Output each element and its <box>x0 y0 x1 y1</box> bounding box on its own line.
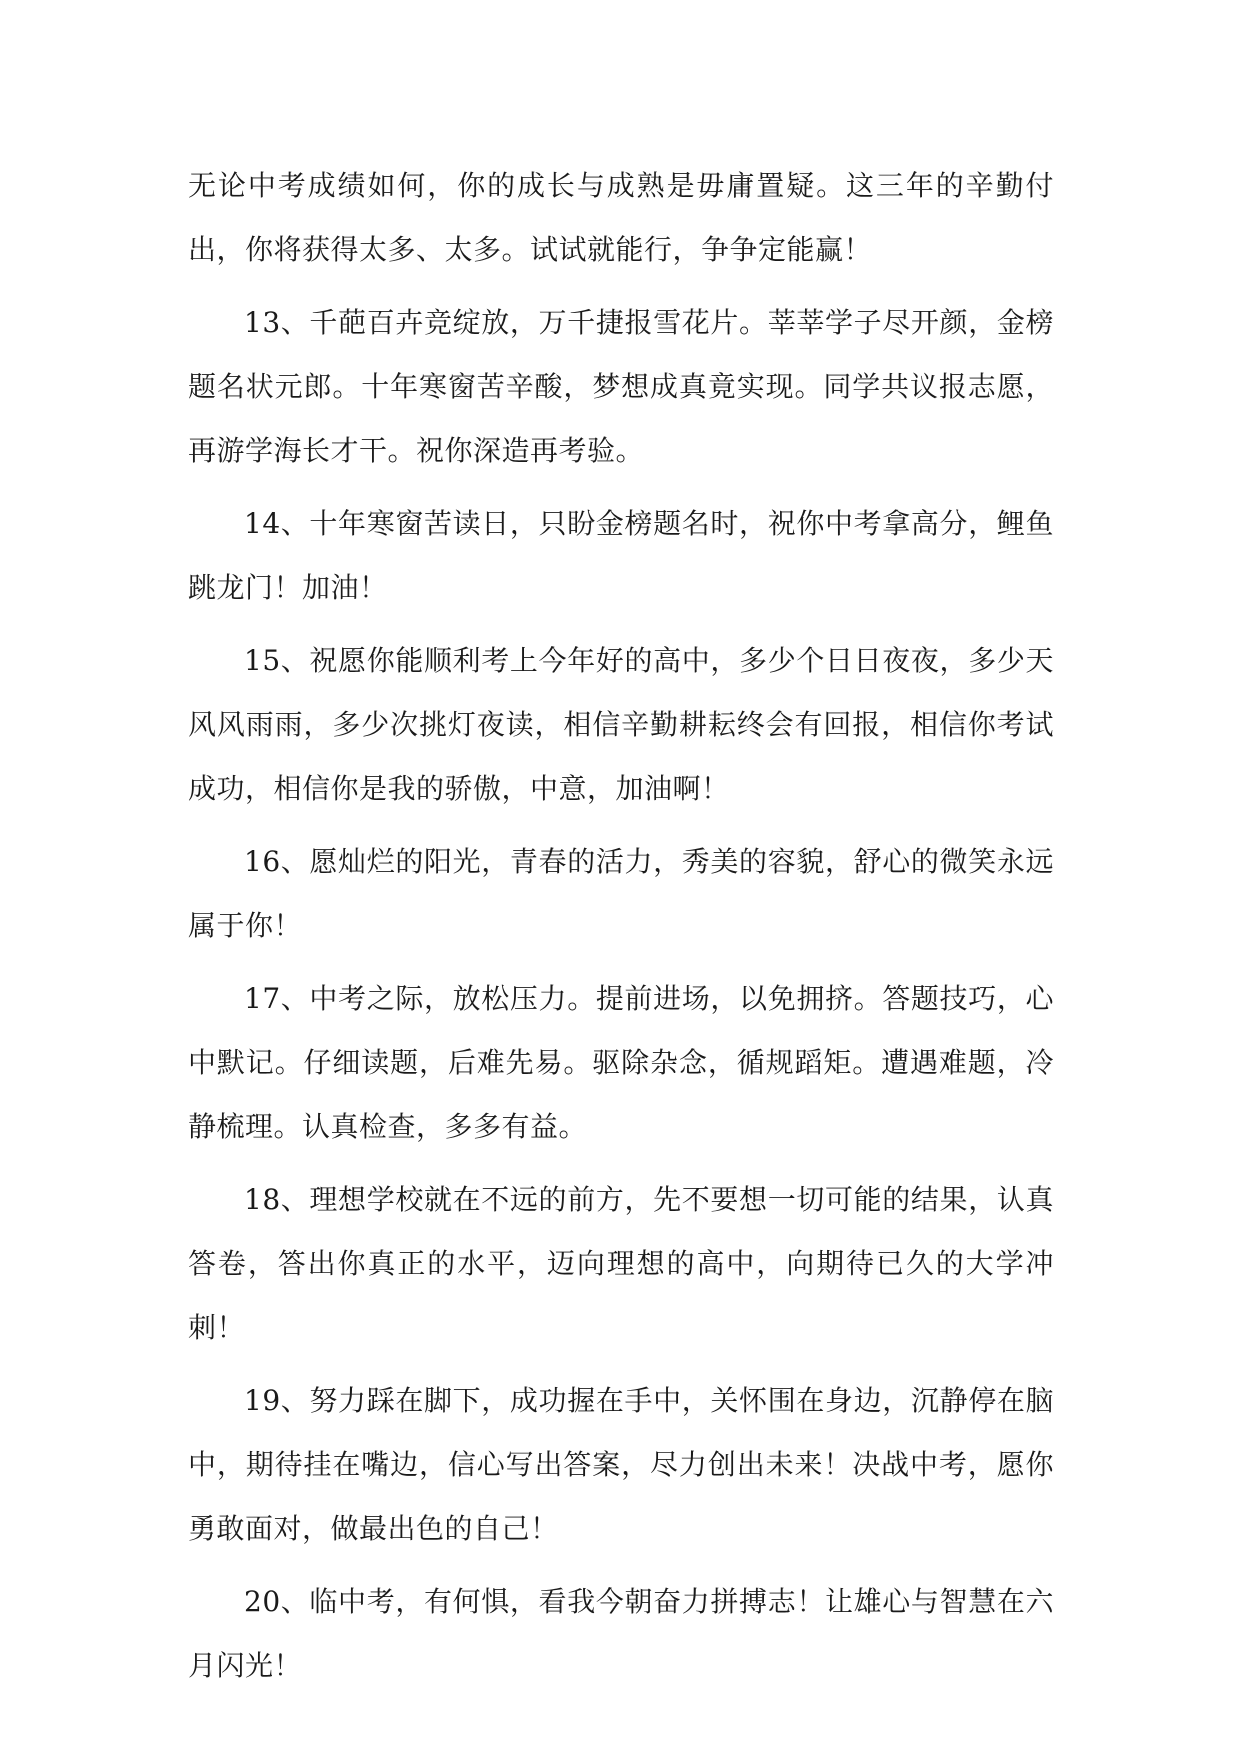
paragraph-item-17: 17、中考之际，放松压力。提前进场，以免拥挤。答题技巧，心中默记。仔细读题，后难先易。驱除杂念，循规蹈矩。遭遇难题，冷静梳理。认真检查，多多有益。 <box>188 982 1054 1143</box>
paragraph-item-18: 18、理想学校就在不远的前方，先不要想一切可能的结果，认真答卷，答出你真正的水平，迈向理想的高中，向期待已久的大学冲刺！ <box>188 1183 1054 1344</box>
document-body <box>188 154 1054 1707</box>
paragraph-item-20: 20、临中考，有何惧，看我今朝奋力拼搏志！让雄心与智慧在六月闪光！ <box>188 1585 1054 1682</box>
paragraph-item-16: 16、愿灿烂的阳光，青春的活力，秀美的容貌，舒心的微笑永远属于你！ <box>188 845 1054 942</box>
paragraph-item-19: 19、努力踩在脚下，成功握在手中，关怀围在身边，沉静停在脑中，期待挂在嘴边，信心写出答案，尽力创出未来！决战中考，愿你勇敢面对，做最出色的自己！ <box>188 1384 1054 1545</box>
paragraph-item-14: 14、十年寒窗苦读日，只盼金榜题名时，祝你中考拿高分，鲤鱼跳龙门！加油！ <box>188 507 1054 604</box>
paragraph-continuation: 无论中考成绩如何，你的成长与成熟是毋庸置疑。这三年的辛勤付出，你将获得太多、太多。试试就能行，争争定能赢！ <box>188 169 1054 266</box>
paragraph-item-15: 15、祝愿你能顺利考上今年好的高中，多少个日日夜夜，多少天风风雨雨，多少次挑灯夜读，相信辛勤耕耘终会有回报，相信你考试成功，相信你是我的骄傲，中意，加油啊！ <box>188 644 1054 805</box>
paragraph-item-13: 13、千葩百卉竞绽放，万千捷报雪花片。莘莘学子尽开颜，金榜题名状元郎。十年寒窗苦辛酸，梦想成真竟实现。同学共议报志愿，再游学海长才干。祝你深造再考验。 <box>188 306 1054 467</box>
